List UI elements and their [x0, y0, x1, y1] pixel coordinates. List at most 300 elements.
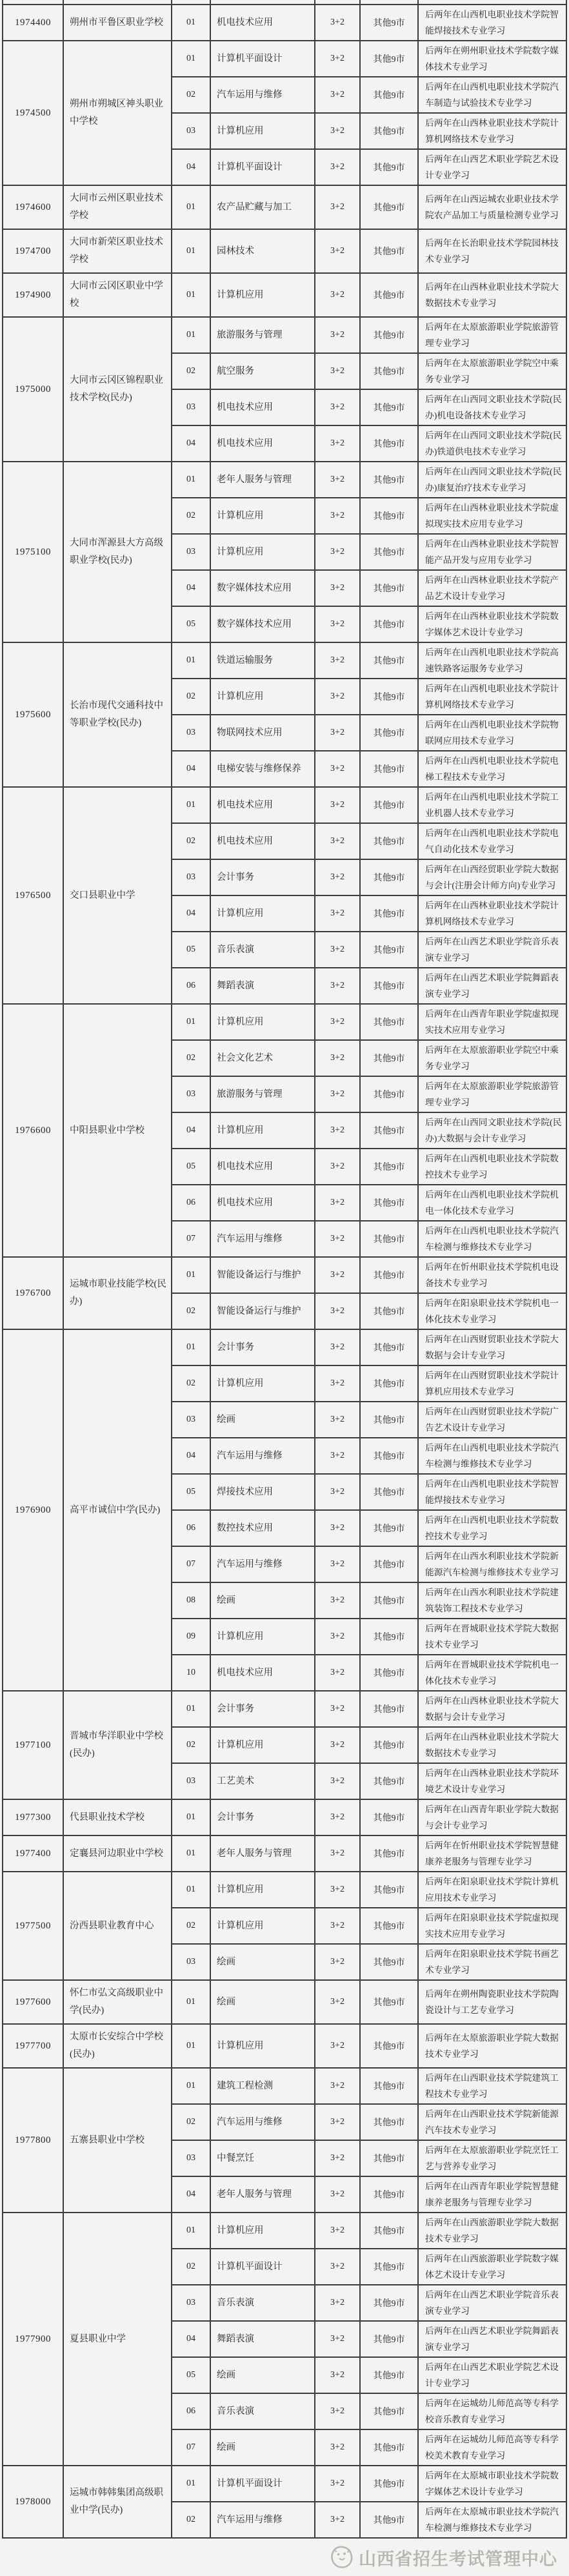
- region-scope: 其他9市: [361, 1402, 419, 1437]
- plan-mode: 3+2: [315, 1258, 361, 1293]
- major-row: [172, 1836, 566, 1871]
- major-name: 旅游服务与管理: [211, 318, 315, 353]
- major-row: [172, 1618, 566, 1654]
- plan-mode: 3+2: [315, 1872, 361, 1907]
- region-scope: 其他9市: [361, 5, 419, 40]
- major-name: 计算机应用: [211, 535, 315, 569]
- region-scope: 其他9市: [361, 114, 419, 148]
- major-name: 航空服务: [211, 354, 315, 389]
- major-name: 会计事务: [211, 1330, 315, 1365]
- major-rows: [172, 1330, 566, 1690]
- continuation-desc: 后两年在朔州职业技术学院数字媒体技术专业学习: [425, 46, 559, 72]
- continuation-desc: 后两年在忻州职业技术学院机电设备技术专业学习: [425, 1262, 559, 1288]
- partial-plan-cell: [315, 0, 361, 4]
- continuation-desc: 后两年在山西财贸职业技术学院广告艺术设计专业学习: [425, 1407, 559, 1433]
- major-row: [172, 148, 566, 185]
- region-scope: 其他9市: [361, 1005, 419, 1039]
- major-rows: [172, 186, 566, 229]
- major-name: 汽车运用与维修: [211, 2502, 315, 2537]
- school-name: 夏县职业中学: [64, 2213, 172, 2465]
- major-name: 计算机应用: [211, 114, 315, 148]
- continuation-desc: 后两年在山西林业职业技术学院虚拟现实技术应用专业学习: [425, 503, 559, 529]
- major-serial: 04: [172, 751, 211, 786]
- major-serial: 02: [172, 77, 211, 112]
- school-group: [3, 2069, 566, 2213]
- major-name: 焊接技术应用: [211, 1475, 315, 1509]
- region-scope: 其他9市: [361, 1330, 419, 1365]
- major-serial: 01: [172, 1005, 211, 1039]
- major-name: 电梯安装与维修保养: [211, 751, 315, 786]
- major-name: 物联网技术应用: [211, 715, 315, 750]
- major-row: [172, 1039, 566, 1076]
- school-code: 1975000: [3, 318, 64, 461]
- continuation-desc: 后两年在太原城市职业技术学院汽车检测与维修技术专业学习: [425, 2507, 559, 2533]
- plan-mode: 3+2: [315, 643, 361, 678]
- school-name: 中阳县职业中学校: [64, 1005, 172, 1256]
- region-scope: 其他9市: [361, 1945, 419, 1979]
- continuation-desc: 后两年在山西青年职业学院智慧健康养老服务与管理专业学习: [425, 2182, 559, 2207]
- school-code: 1977100: [3, 1692, 64, 1799]
- school-code: 1974600: [3, 186, 64, 229]
- major-row: [172, 823, 566, 859]
- continuation-desc: 后两年在山西运城农业职业技术学院农产品加工与质量检测专业学习: [425, 194, 559, 220]
- continuation-desc: 后两年在山西经贸职业学院大数据与会计(注册会计师方向)专业学习: [425, 864, 559, 890]
- major-row: [172, 2213, 566, 2248]
- school-group: [3, 230, 566, 274]
- region-scope: 其他9市: [361, 1547, 419, 1582]
- major-row: [172, 2320, 566, 2356]
- major-row: [172, 606, 566, 642]
- plan-mode: 3+2: [315, 535, 361, 569]
- major-serial: 02: [172, 824, 211, 859]
- continuation-desc: 后两年在山西青年职业学院虚拟现实技术应用专业学习: [425, 1009, 559, 1035]
- region-scope: 其他9市: [361, 462, 419, 497]
- major-name: 机电技术应用: [211, 788, 315, 823]
- plan-mode: 3+2: [315, 318, 361, 353]
- major-serial: 01: [172, 788, 211, 823]
- major-rows: [172, 643, 566, 786]
- major-row: [172, 2069, 566, 2103]
- major-row: [172, 1401, 566, 1437]
- region-scope: 其他9市: [361, 2105, 419, 2140]
- major-serial: 04: [172, 571, 211, 606]
- region-scope: 其他9市: [361, 2394, 419, 2429]
- major-serial: 05: [172, 607, 211, 642]
- plan-mode: 3+2: [315, 1113, 361, 1148]
- region-scope: 其他9市: [361, 788, 419, 823]
- school-name: 五寨县职业中学校: [64, 2069, 172, 2212]
- region-scope: 其他9市: [361, 2025, 419, 2067]
- major-serial: 06: [172, 1185, 211, 1220]
- major-name: 会计事务: [211, 1800, 315, 1835]
- major-name: 舞蹈表演: [211, 968, 315, 1003]
- plan-mode: 3+2: [315, 788, 361, 823]
- continuation-desc: 后两年在太原旅游职业学院旅游管理专业学习: [425, 1081, 559, 1107]
- major-serial: 01: [172, 2213, 211, 2248]
- plan-mode: 3+2: [315, 2394, 361, 2429]
- school-code: 1977900: [3, 2213, 64, 2465]
- major-row: [172, 425, 566, 461]
- plan-mode: 3+2: [315, 426, 361, 461]
- region-scope: 其他9市: [361, 2322, 419, 2356]
- major-name: 计算机应用: [211, 274, 315, 316]
- school-name: 朔州市朔城区神头职业中学校: [64, 41, 172, 185]
- plan-mode: 3+2: [315, 1041, 361, 1076]
- plan-mode: 3+2: [315, 150, 361, 185]
- region-scope: 其他9市: [361, 932, 419, 967]
- region-scope: 其他9市: [361, 1475, 419, 1509]
- plan-mode: 3+2: [315, 932, 361, 967]
- admissions-table: [2, 0, 567, 2539]
- plan-mode: 3+2: [315, 1836, 361, 1871]
- major-serial: 02: [172, 1366, 211, 1401]
- continuation-desc: 后两年在晋城职业技术学院大数据技术专业学习: [425, 1624, 559, 1650]
- region-scope: 其他9市: [361, 2069, 419, 2103]
- continuation-desc: 后两年在山西同文职业技术学院(民办)机电设备技术专业学习: [425, 394, 562, 420]
- major-serial: 04: [172, 1113, 211, 1148]
- continuation-desc: 后两年在山西青年职业学院大数据与会计专业学习: [425, 1804, 559, 1830]
- major-serial: 02: [172, 498, 211, 533]
- continuation-desc: 后两年在太原旅游职业学院大数据技术专业学习: [425, 2033, 559, 2059]
- school-name: 长治市现代交通科技中等职业学校(民办): [64, 643, 172, 786]
- school-group: [3, 274, 566, 318]
- major-serial: 01: [172, 643, 211, 678]
- major-row: [172, 1076, 566, 1112]
- region-scope: 其他9市: [361, 1366, 419, 1401]
- plan-mode: 3+2: [315, 1800, 361, 1835]
- major-name: 音乐表演: [211, 2285, 315, 2320]
- footer-org-name: 山西省招生考试管理中心: [359, 2549, 557, 2569]
- plan-mode: 3+2: [315, 1692, 361, 1726]
- major-serial: 02: [172, 2502, 211, 2537]
- plan-mode: 3+2: [315, 607, 361, 642]
- major-serial: 01: [172, 1800, 211, 1835]
- major-row: [172, 76, 566, 112]
- continuation-desc: 后两年在山西同文职业技术学院(民办)大数据与会计专业学习: [425, 1118, 562, 1143]
- school-name: 代县职业技术学校: [64, 1800, 172, 1835]
- region-scope: 其他9市: [361, 2213, 419, 2248]
- plan-mode: 3+2: [315, 968, 361, 1003]
- continuation-desc: 后两年在山西职业技术学院新能源汽车技术专业学习: [425, 2109, 559, 2135]
- continuation-desc: 后两年在山西机电职业技术学院智能焊接技术专业学习: [425, 10, 559, 36]
- plan-mode: 3+2: [315, 274, 361, 316]
- major-row: [172, 230, 566, 272]
- major-name: 舞蹈表演: [211, 2322, 315, 2356]
- plan-mode: 3+2: [315, 1402, 361, 1437]
- region-scope: 其他9市: [361, 2285, 419, 2320]
- major-serial: 01: [172, 5, 211, 40]
- major-name: 计算机应用: [211, 2213, 315, 2248]
- major-row: [172, 1763, 566, 1799]
- major-serial: 02: [172, 1728, 211, 1763]
- continuation-desc: 后两年在山西机电职业技术学院物联网应用技术专业学习: [425, 720, 559, 746]
- major-name: 老年人服务与管理: [211, 2177, 315, 2212]
- major-rows: [172, 1800, 566, 1835]
- major-row: [172, 1654, 566, 1690]
- school-name: 晋城市华洋职业中学校(民办): [64, 1692, 172, 1799]
- continuation-desc: 后两年在山西机电职业技术学院高速铁路客运服务专业学习: [425, 648, 559, 673]
- major-rows: [172, 1692, 566, 1799]
- region-scope: 其他9市: [361, 1692, 419, 1726]
- major-row: [172, 1293, 566, 1329]
- major-serial: 01: [172, 2466, 211, 2501]
- major-name: 计算机应用: [211, 1619, 315, 1654]
- major-name: 汽车运用与维修: [211, 2105, 315, 2140]
- continuation-desc: 后两年在山西林业职业技术学院计算机网络技术专业学习: [425, 901, 559, 926]
- major-serial: 04: [172, 896, 211, 931]
- continuation-desc: 后两年在太原城市职业技术学院数字媒体艺术设计专业学习: [425, 2471, 559, 2497]
- region-scope: 其他9市: [361, 354, 419, 389]
- continuation-desc: 后两年在山西水利职业技术学院新能源汽车检测与维修技术专业学习: [425, 1551, 559, 1577]
- plan-mode: 3+2: [315, 2213, 361, 2248]
- plan-mode: 3+2: [315, 390, 361, 425]
- region-scope: 其他9市: [361, 1113, 419, 1148]
- plan-mode: 3+2: [315, 1511, 361, 1546]
- region-scope: 其他9市: [361, 41, 419, 76]
- major-serial: 01: [172, 462, 211, 497]
- region-scope: 其他9市: [361, 390, 419, 425]
- major-serial: 03: [172, 535, 211, 569]
- major-serial: 01: [172, 1330, 211, 1365]
- major-row: [172, 41, 566, 76]
- major-name: 绘画: [211, 1945, 315, 1979]
- major-serial: 04: [172, 2177, 211, 2212]
- plan-mode: 3+2: [315, 1330, 361, 1365]
- region-scope: 其他9市: [361, 186, 419, 229]
- plan-mode: 3+2: [315, 77, 361, 112]
- major-row: [172, 112, 566, 148]
- school-code: 1978000: [3, 2466, 64, 2537]
- major-serial: 03: [172, 715, 211, 750]
- continuation-desc: 后两年在运城幼儿师范高等专科学校美术教育专业学习: [425, 2435, 559, 2460]
- major-name: 数控技术应用: [211, 1511, 315, 1546]
- school-name: 太原市长安综合中学校(民办): [64, 2025, 172, 2067]
- continuation-desc: 后两年在山西林业职业技术学院数字媒体艺术设计专业学习: [425, 611, 559, 637]
- major-serial: 01: [172, 2025, 211, 2067]
- major-serial: 09: [172, 1619, 211, 1654]
- major-row: [172, 1330, 566, 1365]
- plan-mode: 3+2: [315, 1438, 361, 1473]
- plan-mode: 3+2: [315, 1583, 361, 1618]
- region-scope: 其他9市: [361, 1185, 419, 1220]
- major-serial: 07: [172, 1547, 211, 1582]
- region-scope: 其他9市: [361, 860, 419, 895]
- plan-mode: 3+2: [315, 186, 361, 229]
- major-serial: 10: [172, 1655, 211, 1690]
- region-scope: 其他9市: [361, 1981, 419, 2023]
- partial-serial-cell: [172, 0, 211, 4]
- major-row: [172, 2176, 566, 2212]
- major-serial: 03: [172, 860, 211, 895]
- continuation-desc: 后两年在阳泉职业技术学院书画艺术专业学习: [425, 1949, 559, 1975]
- major-serial: 03: [172, 2141, 211, 2176]
- major-row: [172, 931, 566, 967]
- school-name: 汾西县职业教育中心: [64, 1872, 172, 1979]
- continuation-desc: 后两年在山西艺术职业学院艺术设计专业学习: [425, 154, 559, 180]
- plan-mode: 3+2: [315, 41, 361, 76]
- major-serial: 02: [172, 2249, 211, 2284]
- plan-mode: 3+2: [315, 1294, 361, 1329]
- major-name: 社会文化艺术: [211, 1041, 315, 1076]
- major-serial: 04: [172, 1438, 211, 1473]
- major-rows: [172, 1258, 566, 1329]
- major-name: 机电技术应用: [211, 1185, 315, 1220]
- region-scope: 其他9市: [361, 498, 419, 533]
- major-row: [172, 1726, 566, 1763]
- major-serial: 02: [172, 1294, 211, 1329]
- major-name: 计算机应用: [211, 1005, 315, 1039]
- major-rows: [172, 2466, 566, 2537]
- school-name: 怀仁市弘文高级职业中学(民办): [64, 1981, 172, 2023]
- major-rows: [172, 41, 566, 185]
- major-name: 农产品贮藏与加工: [211, 186, 315, 229]
- major-name: 数字媒体技术应用: [211, 607, 315, 642]
- continuation-desc: 后两年在山西艺术职业学院舞蹈表演专业学习: [425, 2326, 559, 2352]
- major-row: [172, 1220, 566, 1256]
- school-group: [3, 1836, 566, 1872]
- major-row: [172, 1184, 566, 1220]
- region-scope: 其他9市: [361, 2141, 419, 2176]
- major-rows: [172, 2069, 566, 2212]
- major-row: [172, 1981, 566, 2023]
- plan-mode: 3+2: [315, 1222, 361, 1256]
- continuation-desc: 后两年在太原旅游职业学院旅游管理专业学习: [425, 322, 559, 348]
- major-rows: [172, 462, 566, 642]
- plan-mode: 3+2: [315, 1077, 361, 1112]
- major-serial: 03: [172, 1764, 211, 1799]
- continuation-desc: 后两年在运城幼儿师范高等专科学校音乐教育专业学习: [425, 2398, 559, 2424]
- region-scope: 其他9市: [361, 1800, 419, 1835]
- continuation-desc: 后两年在山西机电职业技术学院汽车检测与维修技术专业学习: [425, 1443, 559, 1469]
- school-group: [3, 41, 566, 186]
- school-code: 1976900: [3, 1330, 64, 1690]
- region-scope: 其他9市: [361, 1836, 419, 1871]
- plan-mode: 3+2: [315, 860, 361, 895]
- major-name: 绘画: [211, 1981, 315, 2023]
- major-row: [172, 1943, 566, 1979]
- continuation-desc: 后两年在山西机电职业技术学院汽车检测与维修技术专业学习: [425, 1226, 559, 1252]
- major-row: [172, 714, 566, 750]
- region-scope: 其他9市: [361, 751, 419, 786]
- school-name: 高平市诚信中学(民办): [64, 1330, 172, 1690]
- major-row: [172, 2501, 566, 2537]
- major-name: 机电技术应用: [211, 426, 315, 461]
- plan-mode: 3+2: [315, 2430, 361, 2465]
- major-row: [172, 5, 566, 40]
- major-name: 绘画: [211, 1402, 315, 1437]
- major-serial: 08: [172, 1583, 211, 1618]
- major-name: 会计事务: [211, 1692, 315, 1726]
- major-serial: 05: [172, 1475, 211, 1509]
- plan-mode: 3+2: [315, 571, 361, 606]
- major-name: 汽车运用与维修: [211, 1438, 315, 1473]
- major-name: 计算机应用: [211, 896, 315, 931]
- school-code: 1977600: [3, 1981, 64, 2023]
- region-scope: 其他9市: [361, 150, 419, 185]
- region-scope: 其他9市: [361, 2502, 419, 2537]
- school-group: [3, 5, 566, 41]
- region-scope: 其他9市: [361, 571, 419, 606]
- major-row: [172, 2140, 566, 2176]
- major-serial: 06: [172, 968, 211, 1003]
- plan-mode: 3+2: [315, 679, 361, 714]
- major-row: [172, 1112, 566, 1148]
- major-serial: 01: [172, 1872, 211, 1907]
- school-group: [3, 1872, 566, 1981]
- major-name: 中餐烹饪: [211, 2141, 315, 2176]
- major-rows: [172, 230, 566, 272]
- region-scope: 其他9市: [361, 2466, 419, 2501]
- major-name: 计算机应用: [211, 1366, 315, 1401]
- major-serial: 07: [172, 1222, 211, 1256]
- region-scope: 其他9市: [361, 77, 419, 112]
- major-serial: 01: [172, 230, 211, 272]
- school-code: 1977700: [3, 2025, 64, 2067]
- plan-mode: 3+2: [315, 2069, 361, 2103]
- major-row: [172, 569, 566, 606]
- major-row: [172, 643, 566, 678]
- major-row: [172, 967, 566, 1003]
- continuation-desc: 后两年在山西机电职业技术学院汽车制造与试验技术专业学习: [425, 82, 559, 108]
- major-row: [172, 859, 566, 895]
- plan-mode: 3+2: [315, 1728, 361, 1763]
- continuation-desc: 后两年在山西同文职业技术学院(民办)铁道供电技术专业学习: [425, 431, 562, 456]
- continuation-desc: 后两年在山西艺术职业学院音乐表演专业学习: [425, 2290, 559, 2316]
- major-row: [172, 1546, 566, 1582]
- major-name: 会计事务: [211, 860, 315, 895]
- major-name: 数字媒体技术应用: [211, 571, 315, 606]
- major-name: 建筑工程检测: [211, 2069, 315, 2103]
- major-row: [172, 788, 566, 823]
- region-scope: 其他9市: [361, 1511, 419, 1546]
- major-serial: 01: [172, 1836, 211, 1871]
- major-name: 计算机应用: [211, 1113, 315, 1148]
- region-scope: 其他9市: [361, 1258, 419, 1293]
- major-name: 计算机应用: [211, 1908, 315, 1943]
- major-rows: [172, 1836, 566, 1871]
- major-rows: [172, 2213, 566, 2465]
- school-code: 1974500: [3, 41, 64, 185]
- major-serial: 03: [172, 2285, 211, 2320]
- school-group: [3, 2466, 566, 2537]
- major-name: 汽车运用与维修: [211, 77, 315, 112]
- major-serial: 01: [172, 1981, 211, 2023]
- major-row: [172, 2393, 566, 2429]
- partial-region-cell: [361, 0, 419, 4]
- continuation-desc: 后两年在山西财贸职业技术学院计算机应用技术专业学习: [425, 1371, 559, 1396]
- plan-mode: 3+2: [315, 230, 361, 272]
- region-scope: 其他9市: [361, 896, 419, 931]
- plan-mode: 3+2: [315, 2105, 361, 2140]
- major-name: 音乐表演: [211, 932, 315, 967]
- region-scope: 其他9市: [361, 715, 419, 750]
- major-row: [172, 1148, 566, 1184]
- school-code: 1974700: [3, 230, 64, 272]
- school-group: [3, 318, 566, 462]
- major-rows: [172, 5, 566, 40]
- major-rows: [172, 1981, 566, 2023]
- continuation-desc: 后两年在朔州陶瓷职业技术学院陶瓷设计与工艺专业学习: [425, 1989, 559, 2015]
- region-scope: 其他9市: [361, 230, 419, 272]
- major-row: [172, 2284, 566, 2320]
- school-group: [3, 186, 566, 230]
- school-code: 1977300: [3, 1800, 64, 1835]
- continuation-desc: 后两年在山西林业职业技术学院大数据技术专业学习: [425, 282, 559, 308]
- region-scope: 其他9市: [361, 2177, 419, 2212]
- major-serial: 01: [172, 318, 211, 353]
- school-name: 大同市浑源县大方高级职业学校(民办): [64, 462, 172, 642]
- major-rows: [172, 318, 566, 461]
